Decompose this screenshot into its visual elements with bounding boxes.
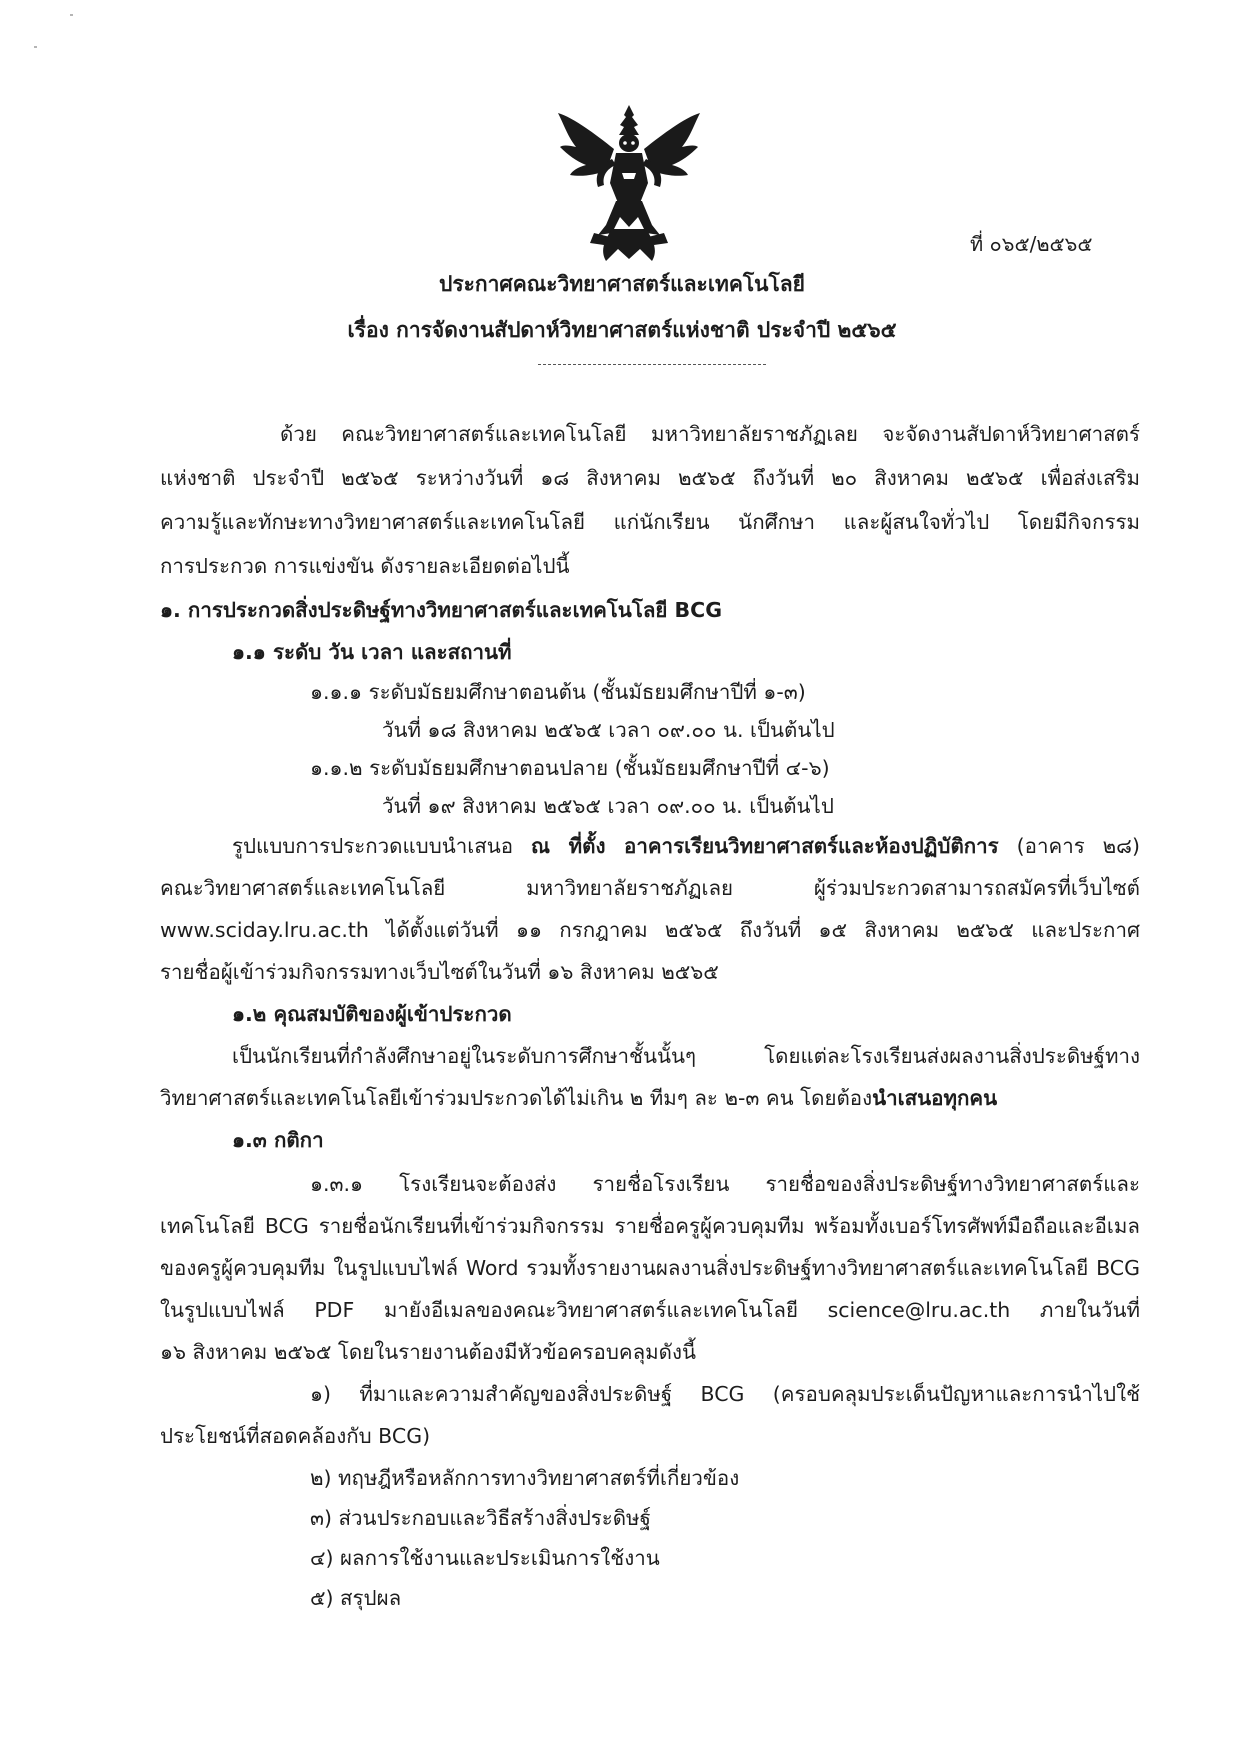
section-1-heading: ๑. การประกวดสิ่งประดิษฐ์ทางวิทยาศาสตร์และเทคโนโลยี BCG: [160, 598, 723, 622]
scan-speck: [34, 46, 37, 48]
rule-1-3-1-line-2: เทคโนโลยี BCG รายชื่อนักเรียนที่เข้าร่วมกิจกรรม รายชื่อครูผู้ควบคุมทีม พร้อมทั้งเบอร์โทรศัพท์มือถือและอีเมล: [160, 1214, 1140, 1238]
qualification-line-1: เป็นนักเรียนที่กำลังศึกษาอยู่ในระดับการศึกษาชั้นนั้นๆ โดยแต่ละโรงเรียนส่งผลงานสิ่งประดิษฐ์ทาง: [232, 1044, 1140, 1068]
intro-line-4: การประกวด การแข่งขัน ดังรายละเอียดต่อไปนี้: [160, 554, 570, 578]
rule-1-3-1-line-3: ของครูผู้ควบคุมทีม ในรูปแบบไฟล์ Word รวมทั้งรายงานผลงานสิ่งประดิษฐ์ทางวิทยาศาสตร์และเทคโนโลยี BCG: [160, 1256, 1140, 1280]
contest-venue: ณ ที่ตั้ง อาคารเรียนวิทยาศาสตร์และห้องปฏิบัติการ: [531, 834, 999, 858]
report-item-4: ๔) ผลการใช้งานและประเมินการใช้งาน: [310, 1546, 660, 1570]
contest-format-line-3: www.sciday.lru.ac.th ได้ตั้งแต่วันที่ ๑๑ กรกฎาคม ๒๕๖๕ ถึงวันที่ ๑๕ สิงหาคม ๒๕๖๕ และประกาศ: [160, 918, 1140, 942]
report-item-1: ๑) ที่มาและความสำคัญของสิ่งประดิษฐ์ BCG (ครอบคลุมประเด็นปัญหาและการนำไปใช้: [310, 1382, 1140, 1406]
level-1-1-2-date: วันที่ ๑๙ สิงหาคม ๒๕๖๕ เวลา ๐๙.๐๐ น. เป็นต้นไป: [382, 794, 834, 818]
section-1-1-heading: ๑.๑ ระดับ วัน เวลา และสถานที่: [232, 640, 512, 664]
level-1-1-1: ๑.๑.๑ ระดับมัธยมศึกษาตอนต้น (ชั้นมัธยมศึกษาปีที่ ๑-๓): [310, 680, 806, 704]
section-1-2-heading: ๑.๒ คุณสมบัติของผู้เข้าประกวด: [232, 1002, 512, 1026]
contest-format-line-1: [232, 834, 1140, 859]
qualification-text: วิทยาศาสตร์และเทคโนโลยีเข้าร่วมประกวดได้ไม่เกิน ๒ ทีมๆ ละ ๒-๓ คน โดยต้อง: [160, 1086, 873, 1110]
qualification-emphasis: นำเสนอทุกคน: [872, 1086, 998, 1110]
rule-1-3-1-line-4: ในรูปแบบไฟล์ PDF มายังอีเมลของคณะวิทยาศาสตร์และเทคโนโลยี science@lru.ac.th ภายในวันที่: [160, 1298, 1140, 1322]
report-item-5: ๕) สรุปผล: [310, 1586, 402, 1610]
qualification-line-2: [160, 1086, 997, 1111]
rule-1-3-1-line-5: ๑๖ สิงหาคม ๒๕๖๕ โดยในรายงานต้องมีหัวข้อครอบคลุมดังนี้: [160, 1340, 697, 1364]
level-1-1-1-date: วันที่ ๑๘ สิงหาคม ๒๕๖๕ เวลา ๐๙.๐๐ น. เป็นต้นไป: [382, 718, 835, 742]
intro-line-3: ความรู้และทักษะทางวิทยาศาสตร์และเทคโนโลยี แก่นักเรียน นักศึกษา และผู้สนใจทั่วไป โดยมีกิจกรรม: [160, 510, 1140, 534]
rule-1-3-1-line-1: ๑.๓.๑ โรงเรียนจะต้องส่ง รายชื่อโรงเรียน รายชื่อของสิ่งประดิษฐ์ทางวิทยาศาสตร์และ: [310, 1172, 1140, 1196]
garuda-emblem-icon: [554, 103, 704, 263]
contest-format-text: รูปแบบการประกวดแบบนำเสนอ: [232, 834, 514, 858]
report-item-3: ๓) ส่วนประกอบและวิธีสร้างสิ่งประดิษฐ์: [310, 1506, 651, 1530]
report-item-2: ๒) ทฤษฎีหรือหลักการทางวิทยาศาสตร์ที่เกี่ยวข้อง: [310, 1466, 740, 1490]
announcement-subject: เรื่อง การจัดงานสัปดาห์วิทยาศาสตร์แห่งชาติ ประจำปี ๒๕๖๕: [347, 318, 897, 342]
contest-building: (อาคาร ๒๘): [1016, 834, 1140, 858]
section-1-3-heading: ๑.๓ กติกา: [232, 1128, 324, 1152]
contest-format-line-2: คณะวิทยาศาสตร์และเทคโนโลยี มหาวิทยาลัยราชภัฏเลย ผู้ร่วมประกวดสามารถสมัครที่เว็บไซต์: [160, 876, 1140, 900]
level-1-1-2: ๑.๑.๒ ระดับมัธยมศึกษาตอนปลาย (ชั้นมัธยมศึกษาปีที่ ๔-๖): [310, 756, 830, 780]
document-number: ที่ ๐๖๕/๒๕๖๕: [970, 232, 1093, 256]
intro-line-2: แห่งชาติ ประจำปี ๒๕๖๕ ระหว่างวันที่ ๑๘ สิงหาคม ๒๕๖๕ ถึงวันที่ ๒๐ สิงหาคม ๒๕๖๕ เพื่อส่งเสริม: [160, 466, 1140, 490]
intro-line-1: ด้วย คณะวิทยาศาสตร์และเทคโนโลยี มหาวิทยาลัยราชภัฏเลย จะจัดงานสัปดาห์วิทยาศาสตร์: [280, 422, 1140, 446]
contest-format-line-4: รายชื่อผู้เข้าร่วมกิจกรรมทางเว็บไซต์ในวันที่ ๑๖ สิงหาคม ๒๕๖๕: [160, 960, 719, 984]
report-item-1-continued: ประโยชน์ที่สอดคล้องกับ BCG): [160, 1424, 431, 1448]
scan-speck: [70, 14, 73, 16]
announcement-title: ประกาศคณะวิทยาศาสตร์และเทคโนโลยี: [439, 272, 805, 296]
title-divider: [538, 364, 766, 365]
